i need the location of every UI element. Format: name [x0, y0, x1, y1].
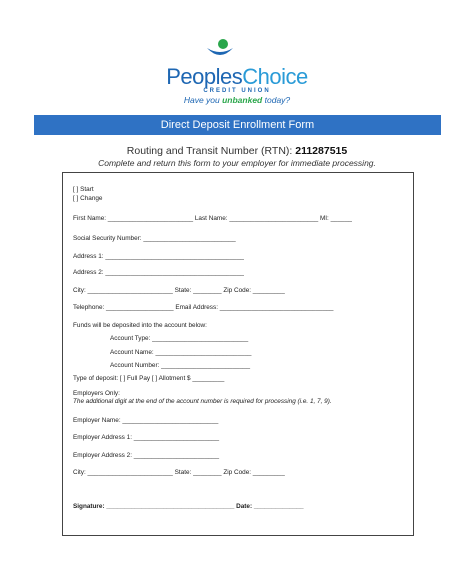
name-fields[interactable]: First Name: ________________________ Last Name: _________________________ MI: ______ — [73, 215, 352, 222]
signature-date-fields[interactable]: Signature: ____________________________________ Date: ______________ — [73, 503, 304, 510]
deposit-type-field[interactable]: Type of deposit: [ ] Full Pay [ ] Allotment $ _________ — [73, 375, 225, 382]
address1-field[interactable]: Address 1: _______________________________________ — [73, 253, 244, 260]
brand-subtitle: CREDIT UNION — [203, 88, 271, 94]
brand-tagline: Have you unbanked today? — [183, 95, 291, 105]
employer-address1-field[interactable]: Employer Address 1: ________________________ — [73, 434, 220, 441]
account-type-field[interactable]: Account Type: ___________________________ — [110, 335, 249, 342]
form-title: Direct Deposit Enrollment Form — [34, 115, 441, 135]
employers-note: The additional digit at the end of the account number is required for processing (i.e. 1, 7, 9). — [73, 398, 332, 405]
employer-city-state-zip-fields[interactable]: City: ________________________ State: ________ Zip Code: _________ — [73, 469, 285, 476]
city-state-zip-fields[interactable]: City: ________________________ State: ________ Zip Code: _________ — [73, 287, 285, 294]
ssn-field[interactable]: Social Security Number: __________________________ — [73, 235, 236, 242]
address2-field[interactable]: Address 2: _______________________________________ — [73, 269, 244, 276]
employer-address2-field[interactable]: Employer Address 2: ________________________ — [73, 452, 220, 459]
account-name-field[interactable]: Account Name: ___________________________ — [110, 349, 252, 356]
logo-icon — [205, 38, 235, 64]
employer-name-field[interactable]: Employer Name: ___________________________ — [73, 417, 219, 424]
form-box — [62, 172, 414, 536]
telephone-email-fields[interactable]: Telephone: ___________________ Email Address: ________________________________ — [73, 304, 334, 311]
change-checkbox[interactable]: [ ] Change — [73, 195, 103, 202]
rtn-line: Routing and Transit Number (RTN): 211287515 — [126, 145, 348, 157]
instructions: Complete and return this form to your employer for immediate processing. — [98, 158, 376, 168]
brand-name: PeoplesChoice — [166, 64, 308, 89]
start-checkbox[interactable]: [ ] Start — [73, 186, 94, 193]
account-number-field[interactable]: Account Number: _________________________ — [110, 362, 251, 369]
funds-label: Funds will be deposited into the account below: — [73, 322, 207, 329]
employers-only-label: Employers Only: — [73, 390, 120, 397]
